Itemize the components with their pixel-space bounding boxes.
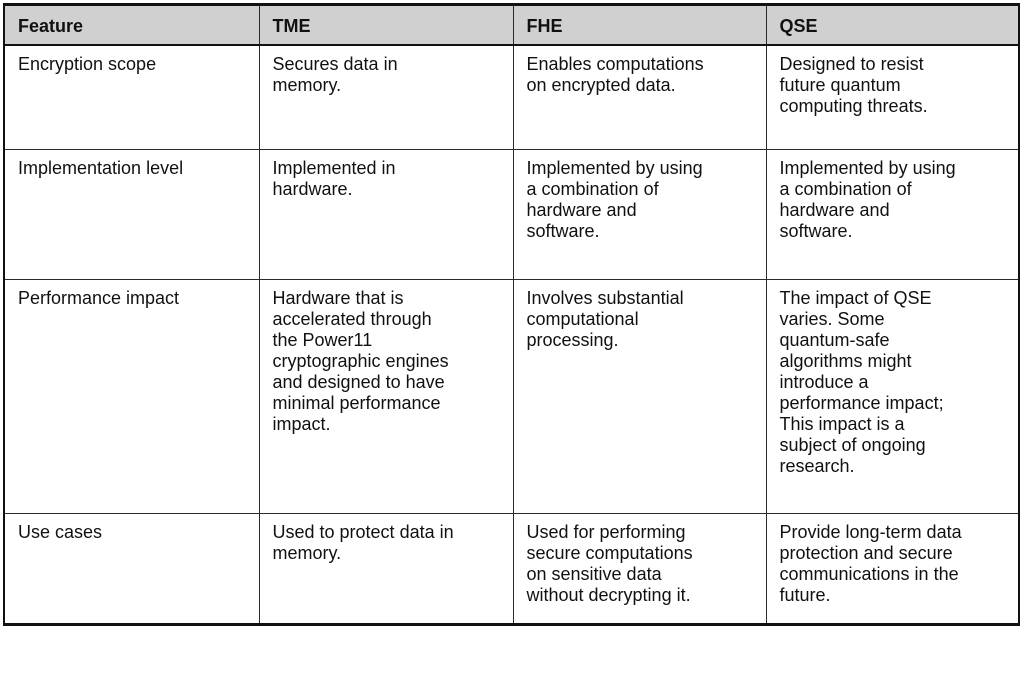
- cell-qse: Implemented by using a combination of hardware and software.: [766, 150, 1019, 280]
- header-fhe: FHE: [513, 5, 766, 46]
- table-row: [4, 514, 1019, 625]
- table-body: [4, 45, 1019, 625]
- header-tme: TME: [259, 5, 513, 46]
- table-row: [4, 150, 1019, 280]
- comparison-table: [3, 3, 1020, 626]
- comparison-table-container: [3, 3, 1018, 626]
- cell-tme: Hardware that is accelerated through the Power11 cryptographic engines and designed to have minimal performance impact.: [259, 280, 513, 514]
- header-feature: Feature: [4, 5, 259, 46]
- cell-qse: The impact of QSE varies. Some quantum-safe algorithms might introduce a performance impact; This impact is a subject of ongoing research.: [766, 280, 1019, 514]
- cell-fhe: Involves substantial computational processing.: [513, 280, 766, 514]
- table-row: [4, 45, 1019, 150]
- table-row: [4, 280, 1019, 514]
- cell-qse: Designed to resist future quantum computing threats.: [766, 45, 1019, 150]
- cell-fhe: Implemented by using a combination of hardware and software.: [513, 150, 766, 280]
- cell-fhe: Enables computations on encrypted data.: [513, 45, 766, 150]
- cell-feature: Encryption scope: [4, 45, 259, 150]
- cell-feature: Performance impact: [4, 280, 259, 514]
- cell-tme: Secures data in memory.: [259, 45, 513, 150]
- header-qse: QSE: [766, 5, 1019, 46]
- header-row: [4, 5, 1019, 46]
- table-header: [4, 5, 1019, 46]
- cell-feature: Implementation level: [4, 150, 259, 280]
- cell-feature: Use cases: [4, 514, 259, 625]
- cell-fhe: Used for performing secure computations on sensitive data without decrypting it.: [513, 514, 766, 625]
- cell-qse: Provide long-term data protection and secure communications in the future.: [766, 514, 1019, 625]
- cell-tme: Implemented in hardware.: [259, 150, 513, 280]
- cell-tme: Used to protect data in memory.: [259, 514, 513, 625]
